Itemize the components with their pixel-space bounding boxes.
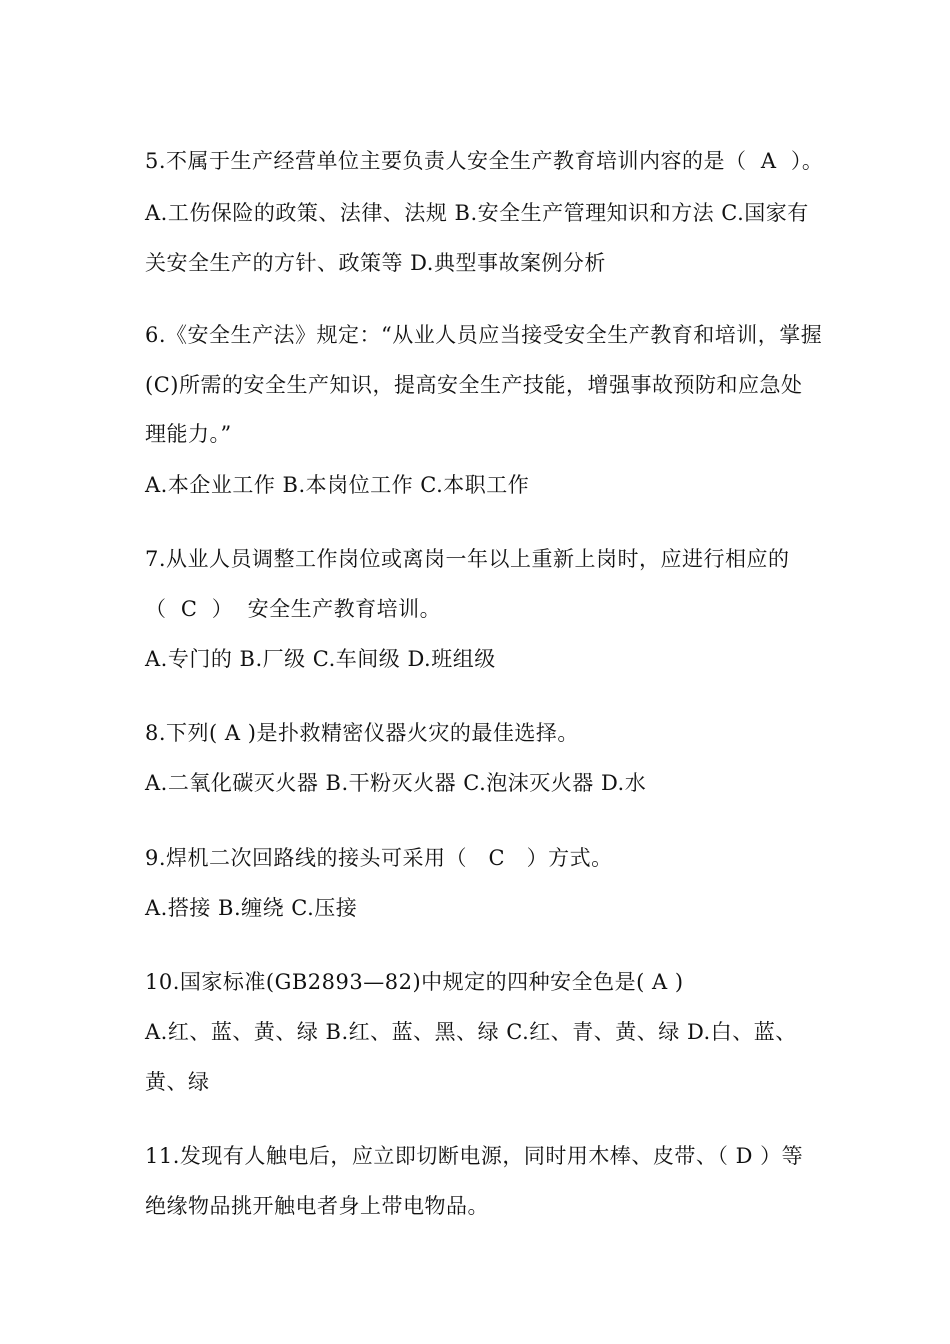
- question-5-line-2: A.工伤保险的政策、法律、法规 B.安全生产管理知识和方法 C.国家有: [145, 201, 809, 225]
- question-11-line-2: 绝缘物品挑开触电者身上带电物品。: [145, 1194, 489, 1218]
- question-6-line-2: (C)所需的安全生产知识，提高安全生产技能，增强事故预防和应急处: [145, 373, 803, 397]
- question-10-line-1: 10.国家标准(GB2893—82)中规定的四种安全色是( A ): [145, 970, 684, 994]
- question-8-line-1: 8.下列( A )是扑救精密仪器火灾的最佳选择。: [145, 721, 579, 745]
- question-6-line-3: 理能力。”: [145, 422, 232, 446]
- question-7-line-2: （ C ） 安全生产教育培训。: [145, 597, 442, 621]
- question-5-line-3: 关安全生产的方针、政策等 D.典型事故案例分析: [145, 251, 606, 275]
- question-7-line-1: 7.从业人员调整工作岗位或离岗一年以上重新上岗时，应进行相应的: [145, 547, 790, 571]
- question-10-line-3: 黄、绿: [145, 1070, 210, 1094]
- question-6-options: A.本企业工作 B.本岗位工作 C.本职工作: [145, 473, 530, 497]
- question-9-line-1: 9.焊机二次回路线的接头可采用（ C ）方式。: [145, 846, 613, 870]
- question-11-line-1: 11.发现有人触电后，应立即切断电源，同时用木棒、皮带、（ D ）等: [145, 1144, 804, 1168]
- question-6-line-1: 6.《安全生产法》规定：“从业人员应当接受安全生产教育和培训，掌握: [145, 323, 823, 347]
- question-5-line-1: 5.不属于生产经营单位主要负责人安全生产教育培训内容的是（ A ）。: [145, 149, 824, 173]
- question-10-line-2: A.红、蓝、黄、绿 B.红、蓝、黑、绿 C.红、青、黄、绿 D.白、蓝、: [145, 1020, 797, 1044]
- question-7-options: A.专门的 B.厂级 C.车间级 D.班组级: [145, 647, 496, 671]
- question-9-options: A.搭接 B.缠绕 C.压接: [145, 896, 358, 920]
- question-8-options: A.二氧化碳灭火器 B.干粉灭火器 C.泡沫灭火器 D.水: [145, 771, 647, 795]
